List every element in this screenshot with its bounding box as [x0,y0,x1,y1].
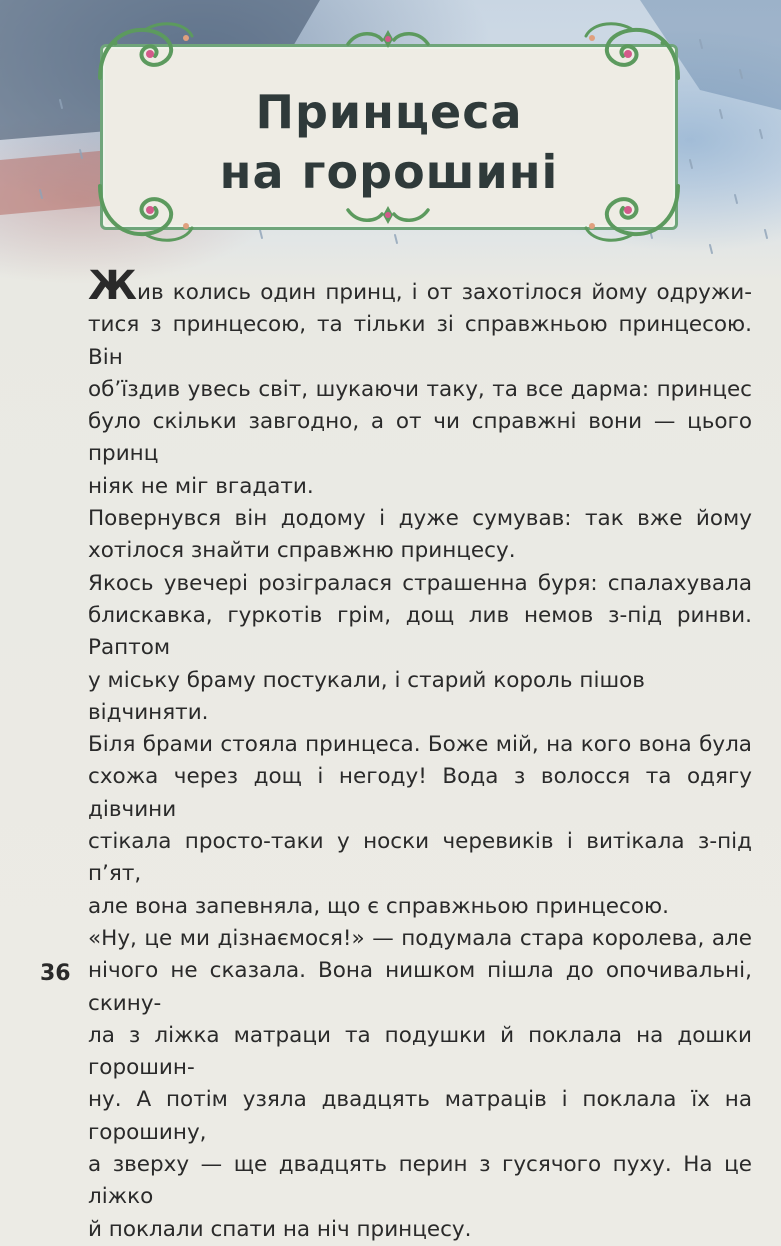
ornament-top-right [578,18,688,88]
text-line: у міську браму постукали, і старий король пішов відчиняти. [88,667,645,725]
text-line: схожа через дощ і негоду! Вода з волосся та одягу дівчини [88,764,752,822]
text-line: ніяк не міг вгадати. [88,473,314,499]
ornament-top-center [338,26,438,52]
ornament-bottom-right [578,176,688,246]
text-line: але вона запевняла, що є справжньою принцесою. [88,893,669,919]
page-number: 36 [40,961,71,986]
text-line: об’їздив увесь світ, шукаючи таку, та все дарма: принцес [88,376,752,402]
paragraph-4 [88,729,752,923]
text-line: тися з принцесою, та тільки зі справжньою принцесою. Він [88,312,752,370]
text-line: Повернувся він додому і дуже сумував: так вже йому [88,506,752,532]
text-line: ну. А потім узяла двадцять матраців і поклала їх на горошину, [88,1087,752,1145]
line-text: ив колись один принц, і от захотілося йому одружи- [136,280,752,305]
text-line [88,263,752,309]
paragraph-5 [88,923,752,1246]
paragraph-1 [88,263,752,503]
ornament-bottom-left [90,176,200,246]
paragraph-2 [88,503,752,568]
title-line-2: на горошині [219,145,559,199]
text-line: й поклали спати на ніч принцесу. [88,1216,472,1242]
text-line: блискавка, гуркотів грім, дощ лив немов з-під ринви. Раптом [88,602,752,661]
text-line: стікала просто-таки у носки черевиків і витікала з-під п’ят, [88,829,752,887]
text-line: Якось увечері розігралася страшенна буря: спалахувала [88,570,752,596]
story-text [88,263,752,1246]
ornament-top-left [90,18,200,88]
title-line-1: Принцеса [255,85,523,139]
text-line: хотілося знайти справжню принцесу. [88,538,516,564]
paragraph-3 [88,568,752,729]
drop-cap: Ж [88,263,137,309]
text-line: нічого не сказала. Вона нишком пішла до опочивальні, скину- [88,958,752,1016]
text-line: «Ну, це ми дізнаємося!» — подумала стара королева, але [88,925,752,951]
text-line: було скільки завгодно, а от чи справжні вони — цього принц [88,409,752,467]
text-line: Біля брами стояла принцеса. Боже мій, на кого вона була [88,732,752,758]
text-line: а зверху — ще двадцять перин з гусячого пуху. На це ліжко [88,1152,752,1210]
ornament-bottom-center [338,202,438,228]
text-line: ла з ліжка матраци та подушки й поклала на дошки горошин- [88,1022,752,1081]
